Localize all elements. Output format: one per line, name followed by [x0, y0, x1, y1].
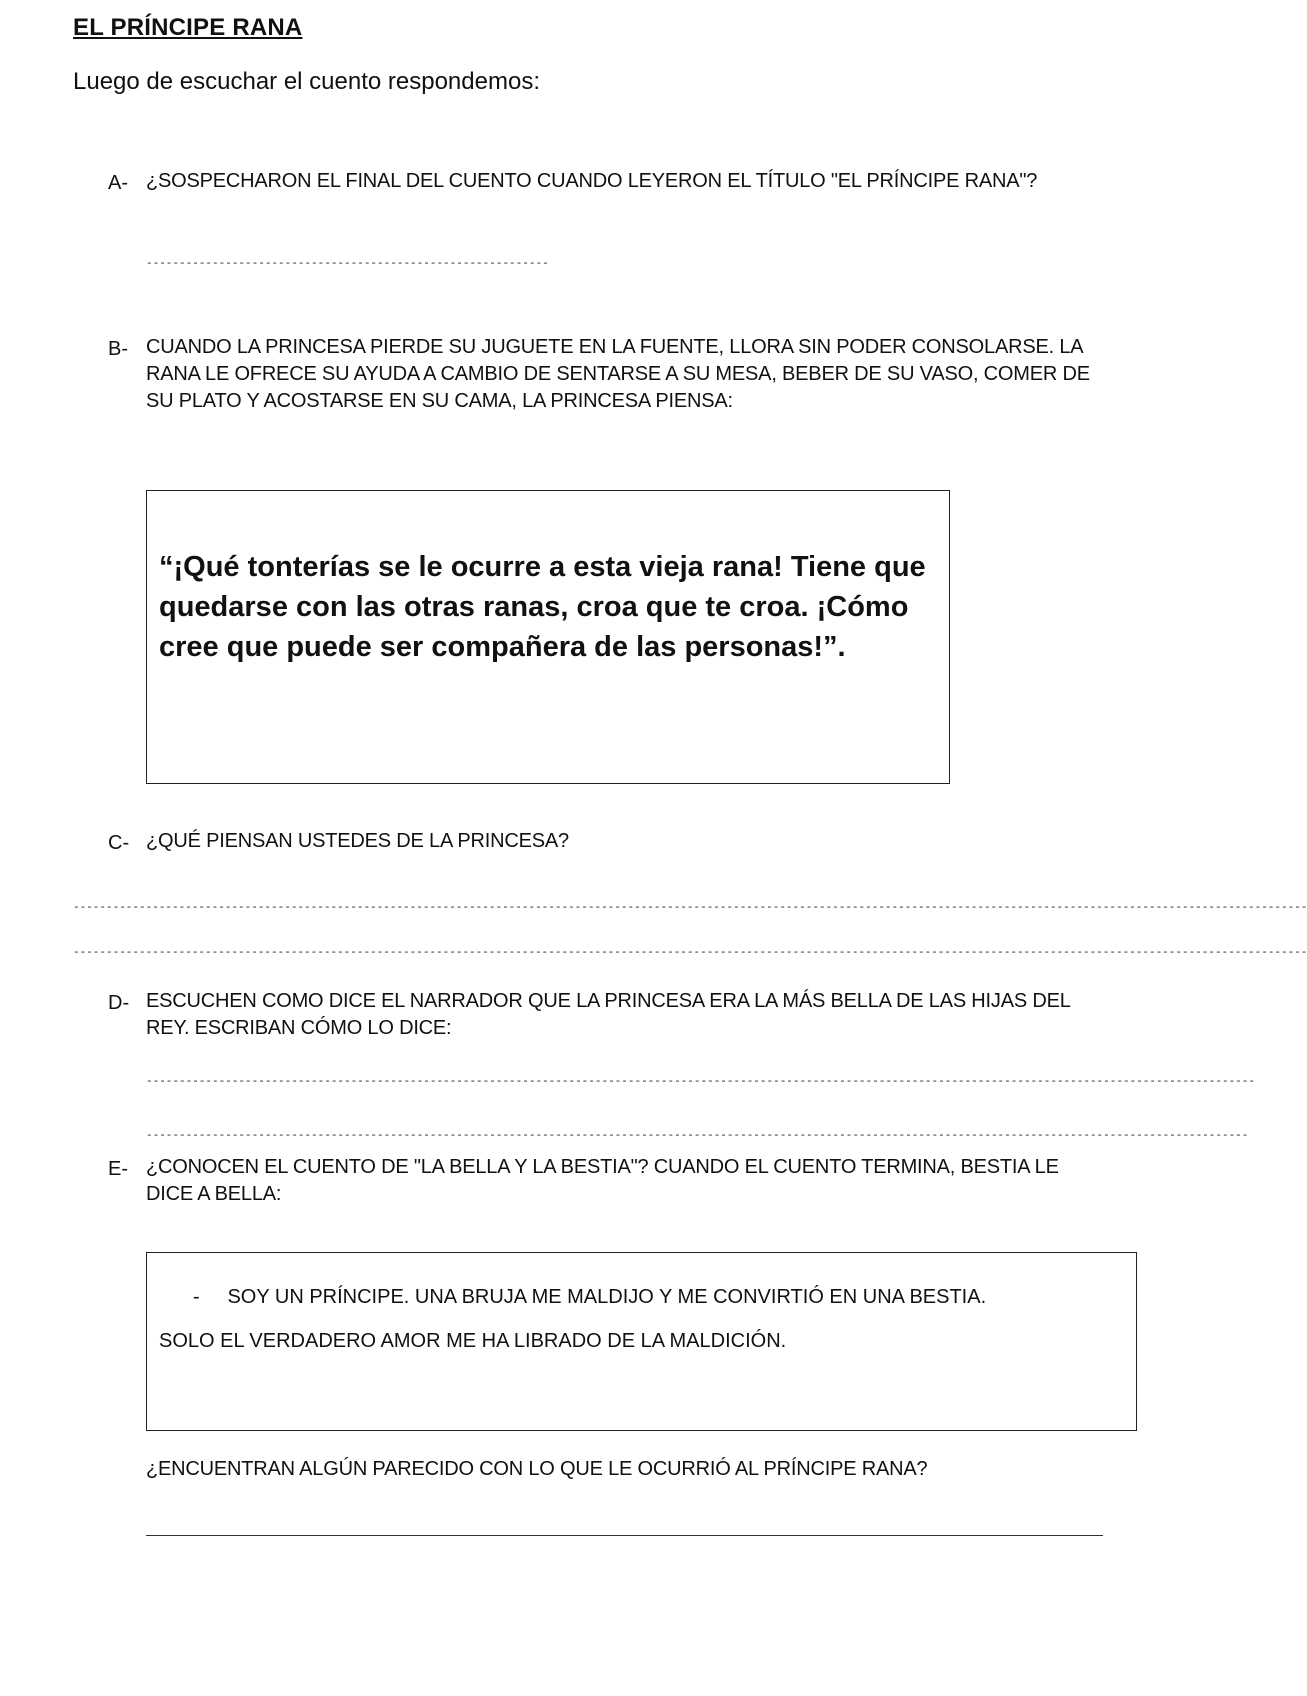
question-d-answer-line-2[interactable]: -----------------------------------------------------------------------------------------------------------------------------------------------------------------------: [146, 1130, 1249, 1142]
question-b-letter: B-: [108, 338, 128, 360]
princess-quote-text: “¡Qué tonterías se le ocurre a esta vieja rana! Tiene que quedarse con las otras ranas, croa que te croa. ¡Cómo cree que puede ser compañera de las personas!”.: [159, 551, 926, 663]
question-e-letter: E-: [108, 1158, 128, 1180]
question-e-follow-up: ¿ENCUENTRAN ALGÚN PARECIDO CON LO QUE LE OCURRIÓ AL PRÍNCIPE RANA?: [146, 1458, 928, 1480]
question-b-text: CUANDO LA PRINCESA PIERDE SU JUGUETE EN LA FUENTE, LLORA SIN PODER CONSOLARSE. LA RANA LE OFRECE SU AYUDA A CAMBIO DE SENTARSE A SU MESA, BEBER DE SU VASO, COMER DE SU PLATO Y ACOSTARSE EN SU CAMA, LA PRINCESA PIENSA:: [146, 336, 1090, 412]
beast-quote-line-1: - SOY UN PRÍNCIPE. UNA BRUJA ME MALDIJO Y ME CONVIRTIÓ EN UNA BESTIA.: [193, 1286, 987, 1308]
question-d-text: ESCUCHEN COMO DICE EL NARRADOR QUE LA PRINCESA ERA LA MÁS BELLA DE LAS HIJAS DEL REY. ESCRIBAN CÓMO LO DICE:: [146, 990, 1070, 1039]
beast-quote-box: [146, 1252, 1137, 1431]
question-d-answer-line-1[interactable]: ------------------------------------------------------------------------------------------------------------------------------------------------------------------------: [146, 1076, 1255, 1088]
worksheet-instructions: Luego de escuchar el cuento respondemos:: [73, 68, 540, 95]
question-c-answer-line-1[interactable]: -------------------------------------------------------------------------------------------------------------------------------------------------------------------------------------------: [73, 902, 1307, 914]
question-e-answer-line[interactable]: [146, 1535, 1103, 1536]
princess-quote-box: [146, 490, 950, 784]
beast-quote-line-2: SOLO EL VERDADERO AMOR ME HA LIBRADO DE LA MALDICIÓN.: [159, 1330, 787, 1352]
question-e-text: ¿CONOCEN EL CUENTO DE "LA BELLA Y LA BESTIA"? CUANDO EL CUENTO TERMINA, BESTIA LE DICE A BELLA:: [146, 1156, 1059, 1205]
question-d-letter: D-: [108, 992, 130, 1014]
question-c-text: ¿QUÉ PIENSAN USTEDES DE LA PRINCESA?: [146, 830, 569, 852]
question-a-text: ¿SOSPECHARON EL FINAL DEL CUENTO CUANDO LEYERON EL TÍTULO "EL PRÍNCIPE RANA"?: [146, 170, 1038, 192]
question-a-answer-line[interactable]: -------------------------------------------------------------: [146, 258, 549, 270]
question-c-letter: C-: [108, 832, 130, 854]
worksheet-title: EL PRÍNCIPE RANA: [73, 14, 303, 41]
question-a-letter: A-: [108, 172, 128, 194]
question-c-answer-line-2[interactable]: -------------------------------------------------------------------------------------------------------------------------------------------------------------------------------------------: [73, 947, 1307, 959]
